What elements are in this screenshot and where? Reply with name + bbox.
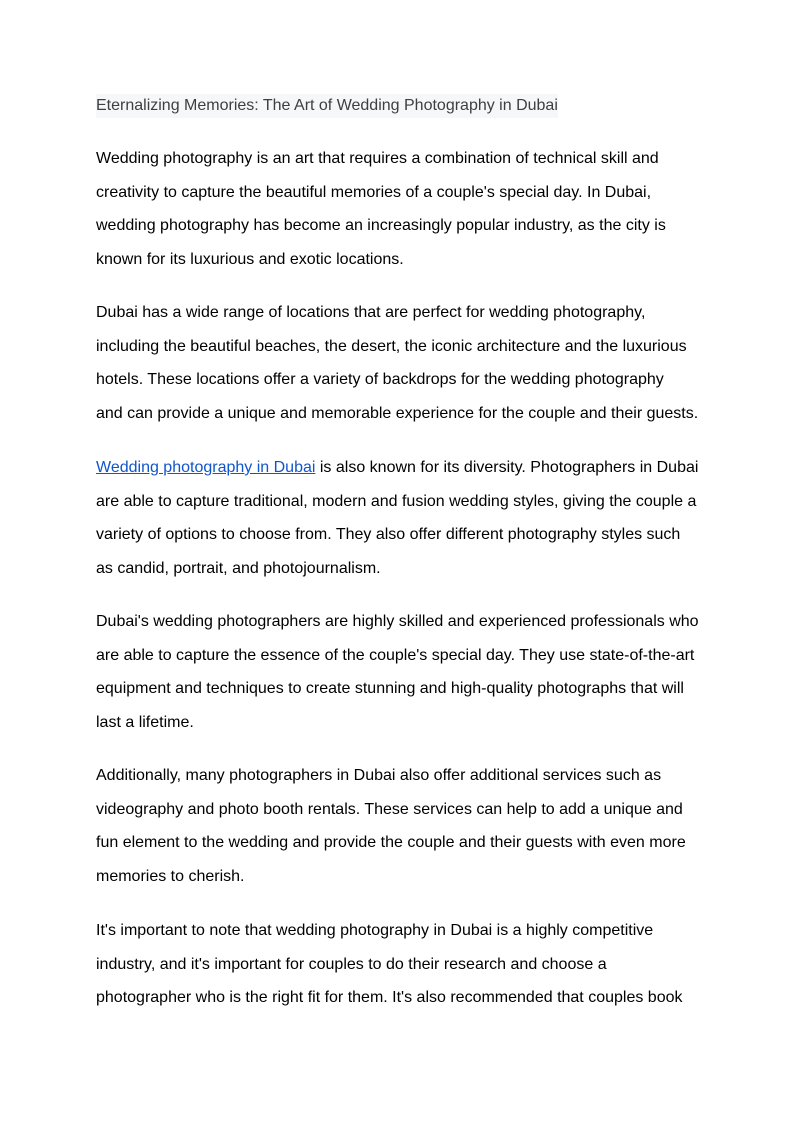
text-line: as candid, portrait, and photojournalism.	[96, 559, 381, 577]
text-line: known for its luxurious and exotic locations.	[96, 250, 404, 268]
paragraph-2	[96, 302, 716, 436]
text-line: including the beautiful beaches, the desert, the iconic architecture and the luxurious	[96, 337, 687, 355]
text-line: are able to capture the essence of the couple's special day. They use state-of-the-art	[96, 646, 695, 664]
text-line-rest: is also known for its diversity. Photographers in Dubai	[315, 459, 699, 476]
text-line: wedding photography has become an increasingly popular industry, as the city is	[96, 217, 666, 235]
text-line: Additionally, many photographers in Dubai also offer additional services such as	[96, 767, 662, 784]
text-line: are able to capture traditional, modern and fusion wedding styles, giving the couple a	[96, 492, 697, 510]
paragraph-6	[96, 920, 716, 1021]
text-line: hotels. These locations offer a variety of backdrops for the wedding photography	[96, 371, 664, 389]
text-line: It's important to note that wedding photography in Dubai is a highly competitive	[96, 922, 654, 939]
text-line: fun element to the wedding and provide the couple and their guests with even more	[96, 834, 686, 852]
wedding-photography-link[interactable]: Wedding photography in Dubai	[96, 459, 316, 476]
text-line: variety of options to choose from. They also offer different photography styles such	[96, 526, 681, 544]
text-line: Wedding photography is an art that requires a combination of technical skill and	[96, 150, 659, 167]
text-line: memories to cherish.	[96, 867, 245, 885]
text-line: creativity to capture the beautiful memories of a couple's special day. In Dubai,	[96, 183, 652, 201]
text-line: photographer who is the right fit for them. It's also recommended that couples book	[96, 989, 683, 1007]
text-line: and can provide a unique and memorable experience for the couple and their guests.	[96, 404, 699, 422]
paragraph-5	[96, 765, 716, 899]
text-line: Dubai has a wide range of locations that are perfect for wedding photography,	[96, 304, 646, 321]
text-line: last a lifetime.	[96, 713, 194, 731]
text-line: industry, and it's important for couples to do their research and choose a	[96, 955, 607, 973]
text-line: Dubai's wedding photographers are highly skilled and experienced professionals who	[96, 613, 699, 630]
paragraph-1	[96, 148, 716, 282]
paragraph-4	[96, 611, 716, 745]
text-line	[96, 457, 716, 491]
text-line: videography and photo booth rentals. These services can help to add a unique and	[96, 800, 683, 818]
document-title: Eternalizing Memories: The Art of Wedding Photography in Dubai	[96, 94, 558, 118]
text-line: equipment and techniques to create stunning and high-quality photographs that will	[96, 680, 684, 698]
paragraph-3	[96, 457, 716, 591]
